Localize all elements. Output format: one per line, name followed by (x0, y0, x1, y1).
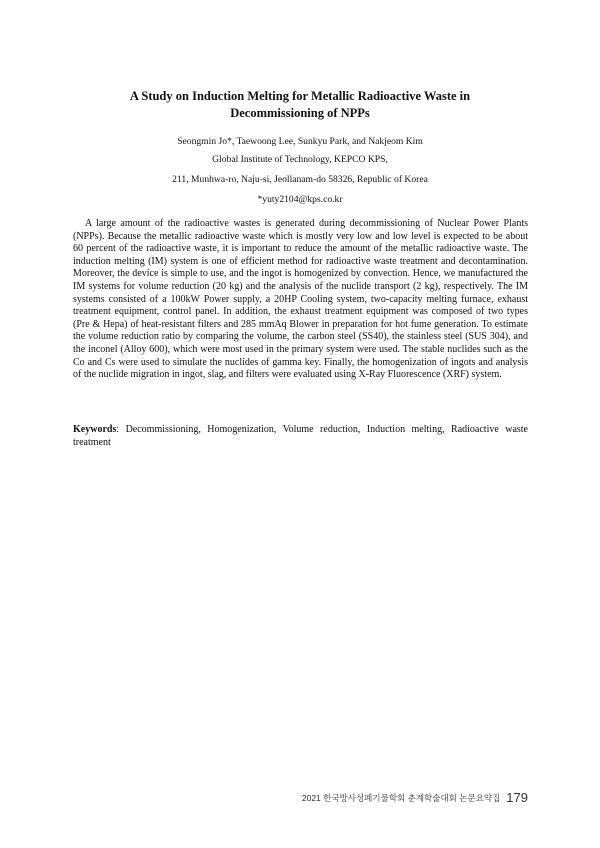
keywords (73, 424, 528, 449)
affiliation: Global Institute of Technology, KEPCO KPS, (212, 154, 388, 165)
page-footer (302, 790, 528, 805)
authors: Seongmin Jo*, Taewoong Lee, Sunkyu Park, and Nakjeom Kim (177, 136, 423, 147)
title-line-2: Decommissioning of NPPs (230, 106, 370, 120)
proceedings-title: 2021 한국방사성폐기물학회 춘계학술대회 논문요약집 (301, 793, 501, 803)
keywords-text: : Decommissioning, Homogenization, Volume reduction, Induction melting, Radioactive waste treatment (73, 424, 528, 448)
email: *yuty2104@kps.co.kr (257, 194, 343, 205)
page-number: 179 (506, 790, 528, 805)
abstract: A large amount of the radioactive wastes is generated during decommissioning of Nuclear Power Plants (NPPs). Because the metallic radioactive waste which is mostly very low and low level is expected to be about 60 percent of the radioactive waste, it is important to reduce the amount of the metallic radioactive waste. The induction melting (IM) system is one of efficient method for radioactive waste treatment and decontamination. Moreover, the device is simple to use, and the ingot is homogenized by convection. Hence, we manufactured the IM systems for volume reduction (20 kg) and the analysis of the nuclide transport (2 kg), respectively. The IM systems consisted of a 100kW Power supply, a 20HP Cooling system, two-capacity melting furnace, exhaust treatment equipment, control panel. In addition, the exhaust treatment equipment was composed of two types (Pre & Hepa) of heat-resistant filters and 285 mmAq Blower in preparation for hot fume generation. To estimate the volume reduction ratio by comparing the volume, the carbon steel (SS40), the stainless steel (SUS 304), and the inconel (Alloy 600), which were most used in the primary system were used. The stable nuclides such as the Co and Cs were used to simulate the nuclides of gamma key. Finally, the homogenization of ingots and analysis of the nuclide migration in ingot, slag, and filters were evaluated using X-Ray Fluorescence (XRF) system. (73, 218, 528, 381)
address: 211, Munhwa-ro, Naju-si, Jeollanam-do 58326, Republic of Korea (172, 174, 428, 185)
paper-title (100, 88, 500, 122)
keywords-label: Keywords (73, 424, 117, 435)
title-line-1: A Study on Induction Melting for Metallic Radioactive Waste in (129, 89, 471, 103)
